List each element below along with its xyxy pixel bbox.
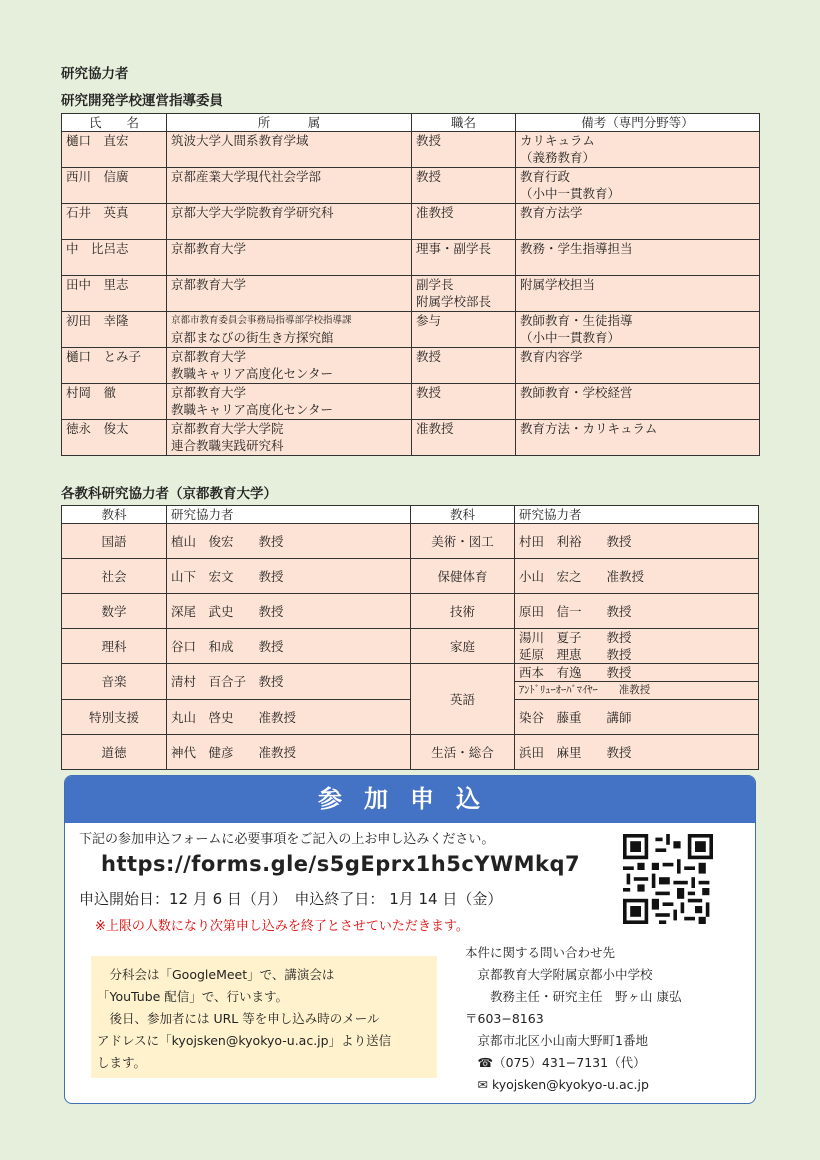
cell-line: 教育方法学 [520, 205, 583, 220]
member-name: 石井 英真 [62, 204, 167, 240]
member-name: 樋口 とみ子 [62, 348, 167, 384]
qr-code-icon [623, 834, 713, 924]
cell-line: （義務教育） [520, 150, 596, 165]
cell-line: 教育行政 [520, 169, 571, 184]
table-row [62, 240, 760, 276]
notice-box [91, 956, 437, 1078]
subject-name: 音楽 [62, 664, 167, 700]
contact-postal: 〒603−8163 [465, 1011, 544, 1026]
cell-line: 原田 信一 教授 [519, 603, 632, 619]
col-name: 氏 名 [62, 114, 167, 132]
notice-line: 後日、参加者には URL 等を申し込み時のメール [97, 1011, 380, 1026]
member-affiliation [167, 384, 412, 420]
table-row [62, 276, 760, 312]
table-row [62, 629, 759, 664]
subject-name: 国語 [62, 524, 167, 559]
subject-table [61, 505, 759, 770]
subject-person [515, 594, 759, 629]
cell-line: 京都教育大学大学院 [171, 421, 284, 436]
subject-person [515, 524, 759, 559]
member-name: 中 比呂志 [62, 240, 167, 276]
member-name: 西川 信廣 [62, 168, 167, 204]
contact-info [465, 942, 681, 1096]
member-title [412, 204, 516, 240]
col-subject-left: 教科 [62, 506, 167, 524]
member-affiliation [167, 276, 412, 312]
cell-line: 副学長 [416, 277, 454, 292]
cell-line: カリキュラム [520, 133, 595, 148]
cell-line: 筑波大学人間系教育学域 [171, 133, 309, 148]
cell-line: 教授 [416, 349, 442, 364]
col-title: 職名 [412, 114, 516, 132]
member-affiliation [167, 132, 412, 168]
member-affiliation [167, 204, 412, 240]
subject-name: 生活・総合 [411, 735, 515, 770]
contact-address: 京都市北区小山南大野町1番地 [465, 1033, 648, 1048]
notice-line: 「YouTube 配信」で、行います。 [97, 989, 289, 1004]
member-note [516, 420, 760, 456]
section-title: 研究協力者 [61, 66, 129, 82]
member-title [412, 420, 516, 456]
subject-name: 英語 [411, 664, 515, 735]
table-row [62, 384, 760, 420]
contact-school: 京都教育大学附属京都小中学校 [465, 967, 653, 982]
subject-name: 美術・図工 [411, 524, 515, 559]
cell-line: 教授 [416, 169, 442, 184]
col-subject-right: 教科 [411, 506, 515, 524]
cell-line: 京都教育大学 [171, 277, 247, 292]
table-row [62, 168, 760, 204]
subject-name: 道徳 [62, 735, 167, 770]
cell-line: 京都まなびの街生き方探究館 [171, 330, 334, 345]
subject-person: 清村 百合子 教授 [167, 664, 411, 700]
contact-person: 教務主任・研究主任 野ヶ山 康弘 [465, 989, 682, 1004]
subject-person: 植山 俊宏 教授 [167, 524, 411, 559]
committee-header [62, 114, 760, 132]
member-note [516, 132, 760, 168]
member-name: 徳永 俊太 [62, 420, 167, 456]
member-name: 樋口 直宏 [62, 132, 167, 168]
subject-person [515, 629, 759, 664]
table-row [62, 524, 759, 559]
member-note [516, 312, 760, 348]
col-person-right: 研究協力者 [515, 506, 759, 524]
cell-line: 京都教育大学 [171, 385, 247, 400]
member-affiliation [167, 240, 412, 276]
cell-line: 連合教職実践研究科 [171, 438, 284, 453]
cell-line: 小山 宏之 准教授 [519, 568, 645, 584]
apply-banner: 参加申込 [65, 776, 755, 823]
cell-line: 参与 [416, 313, 442, 328]
subject-person: 西本 有逸 教授 [515, 664, 759, 682]
member-name: 村岡 徹 [62, 384, 167, 420]
cell-line: 准教授 [416, 205, 454, 220]
table-row [62, 420, 760, 456]
form-link[interactable]: https://forms.gle/s5gEprx1h5cYWMkq7 [101, 852, 581, 876]
contact-email[interactable]: ✉ kyojsken@kyokyo-u.ac.jp [465, 1077, 649, 1092]
apply-dates: 申込開始日：12 月 6 日（月） 申込終了日： 1月 14 日（金） [79, 890, 503, 908]
member-note [516, 348, 760, 384]
subject-name: 保健体育 [411, 559, 515, 594]
member-name: 初田 幸隆 [62, 312, 167, 348]
subject-person: 深尾 武史 教授 [167, 594, 411, 629]
cell-line: 教師教育・生徒指導 [520, 313, 633, 328]
member-note [516, 384, 760, 420]
member-title [412, 348, 516, 384]
cell-line: 京都大学大学院教育学研究科 [171, 205, 334, 220]
subject-name: 技術 [411, 594, 515, 629]
subject-person: 浜田 麻里 教授 [515, 735, 759, 770]
apply-warning: ※上限の人数になり次第申し込みを終了とさせていただきます。 [95, 919, 469, 934]
cell-line: 教務・学生指導担当 [520, 241, 633, 256]
cell-line: 湯川 夏子 教授 [519, 630, 632, 645]
cell-line: （小中一貫教育） [520, 330, 621, 345]
subject-person: 神代 健彦 准教授 [167, 735, 411, 770]
apply-intro: 下記の参加申込フォームに必要事項をご記入の上お申し込みください。 [79, 832, 495, 847]
contact-heading: 本件に関する問い合わせ先 [465, 945, 616, 960]
subject-header [62, 506, 759, 524]
col-affiliation: 所 属 [167, 114, 412, 132]
col-person-left: 研究協力者 [167, 506, 411, 524]
subject-title: 各教科研究協力者（京都教育大学） [61, 486, 277, 502]
member-note [516, 168, 760, 204]
member-affiliation [167, 312, 412, 348]
member-note [516, 204, 760, 240]
subject-name: 理科 [62, 629, 167, 664]
member-title [412, 312, 516, 348]
notice-line: 分科会は「GoogleMeet」で、講演会は [97, 967, 335, 982]
member-note [516, 240, 760, 276]
cell-line: 京都市教育委員会事務局指導部学校指導課 [171, 315, 352, 326]
subject-name: 特別支援 [62, 700, 167, 735]
member-affiliation [167, 348, 412, 384]
subject-person: 丸山 啓史 准教授 [167, 700, 411, 735]
cell-line: 京都教育大学 [171, 241, 247, 256]
cell-line: 教師教育・学校経営 [520, 385, 633, 400]
notice-line: します。 [97, 1055, 147, 1070]
subject-person: 谷口 和成 教授 [167, 629, 411, 664]
member-note [516, 276, 760, 312]
member-title [412, 132, 516, 168]
cell-line: 京都教育大学 [171, 349, 247, 364]
member-title [412, 168, 516, 204]
cell-line: 延原 理恵 教授 [519, 647, 632, 662]
apply-box [64, 775, 756, 1104]
subject-name: 数学 [62, 594, 167, 629]
cell-line: 教職キャリア高度化センター [171, 402, 334, 417]
cell-line: 理事・副学長 [416, 241, 492, 256]
table-row [62, 204, 760, 240]
table-row [62, 664, 759, 682]
subject-person: ｱﾝﾄﾞﾘｭｰｵｰﾊﾞﾏｲﾔｰ 准教授 [515, 682, 759, 700]
subject-person: 染谷 藤重 講師 [515, 700, 759, 735]
cell-line: 附属学校部長 [416, 294, 492, 309]
table-row [62, 700, 759, 735]
table-row [62, 312, 760, 348]
subject-name: 家庭 [411, 629, 515, 664]
member-title [412, 240, 516, 276]
committee-table [61, 113, 760, 456]
table-row [62, 735, 759, 770]
table-row [62, 594, 759, 629]
cell-line: 教育方法・カリキュラム [520, 421, 658, 436]
cell-line: （小中一貫教育） [520, 186, 621, 201]
cell-line: 附属学校担当 [520, 277, 596, 292]
subject-person: 山下 宏文 教授 [167, 559, 411, 594]
table-row [62, 559, 759, 594]
table-row [62, 348, 760, 384]
committee-title: 研究開発学校運営指導委員 [61, 93, 223, 109]
cell-line: 京都産業大学現代社会学部 [171, 169, 322, 184]
table-row [62, 132, 760, 168]
notice-line: アドレスに「kyojsken@kyokyo-u.ac.jp」より送信 [97, 1033, 392, 1048]
subject-name: 社会 [62, 559, 167, 594]
contact-phone: ☎（075）431−7131（代） [465, 1055, 646, 1070]
member-affiliation [167, 420, 412, 456]
cell-line: 教育内容学 [520, 349, 583, 364]
cell-line: 准教授 [416, 421, 454, 436]
member-name: 田中 里志 [62, 276, 167, 312]
col-note: 備考（専門分野等） [516, 114, 760, 132]
member-title [412, 276, 516, 312]
cell-line: 教職キャリア高度化センター [171, 366, 334, 381]
cell-line: 教授 [416, 133, 442, 148]
subject-person [515, 559, 759, 594]
member-title [412, 384, 516, 420]
cell-line: 村田 利裕 教授 [519, 533, 632, 549]
cell-line: 教授 [416, 385, 442, 400]
member-affiliation [167, 168, 412, 204]
